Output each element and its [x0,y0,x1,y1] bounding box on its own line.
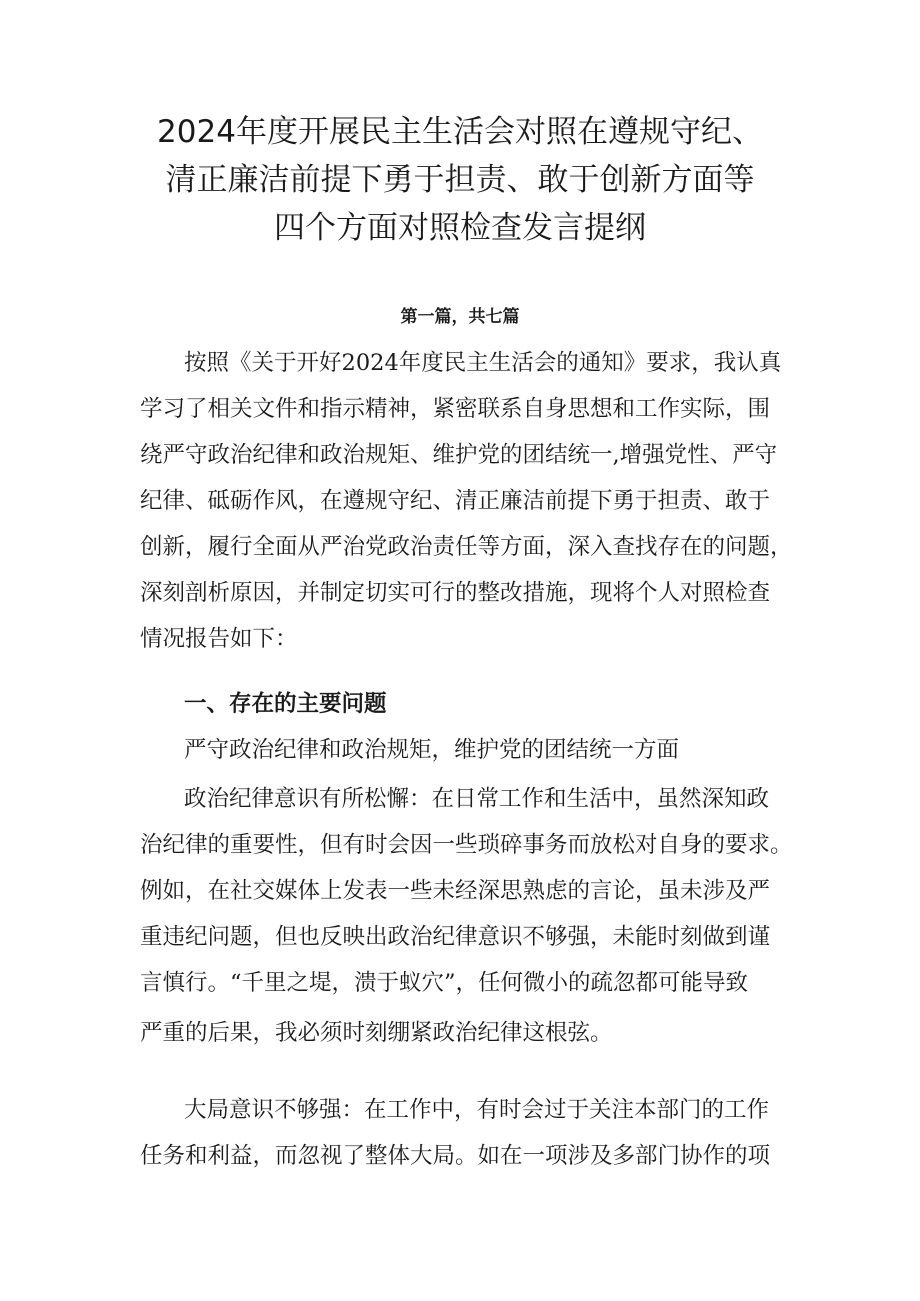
paragraph-line: 按照《关于开好2024年度民主生活会的通知》要求，我认真 [184,350,782,376]
paragraph-line: 深刻剖析原因，并制定切实可行的整改措施，现将个人对照检查 [140,580,771,606]
section-heading: 一、存在的主要问题 [184,691,387,717]
paragraph-line: 严重的后果，我必须时刻绷紧政治纪律这根弦。 [140,1020,613,1046]
paragraph-line: 言慎行。“千里之堤，溃于蚁穴”，任何微小的疏忽都可能导致 [140,970,749,996]
document-title [100,108,820,252]
paragraph-line: 重违纪问题，但也反映出政治纪律意识不够强，未能时刻做到谨 [140,924,771,950]
paragraph-line: 例如，在社交媒体上发表一些未经深思熟虑的言论，虽未涉及严 [140,878,771,904]
paragraph-line: 纪律、砥砺作风，在遵规守纪、清正廉洁前提下勇于担责、敢于 [140,488,771,514]
paragraph-line: 绕严守政治纪律和政治规矩、维护党的团结统一,增强党性、严守 [140,442,778,468]
section-subheading: 严守政治纪律和政治规矩，维护党的团结统一方面 [184,737,680,763]
paragraph-line: 学习了相关文件和指示精神，紧密联系自身思想和工作实际，围 [140,396,771,422]
paragraph-line: 任务和利益，而忽视了整体大局。如在一项涉及多部门协作的项 [140,1143,771,1169]
paragraph-line: 治纪律的重要性，但有时会因一些琐碎事务而放松对自身的要求。 [140,832,793,858]
title-line: 清正廉洁前提下勇于担责、敢于创新方面等 [165,162,755,198]
title-line: 四个方面对照检查发言提纲 [274,210,646,246]
paragraph-line: 大局意识不够强：在工作中，有时会过于关注本部门的工作 [184,1097,770,1123]
title-line: 2024年度开展民主生活会对照在遵规守纪、 [157,114,763,150]
paragraph-line: 创新，履行全面从严治党政治责任等方面，深入查找存在的问题， [140,534,793,560]
paragraph-line: 政治纪律意识有所松懈：在日常工作和生活中，虽然深知政 [184,786,770,812]
paragraph-line: 情况报告如下： [140,626,298,652]
document-subtitle: 第一篇，共七篇 [400,307,520,327]
